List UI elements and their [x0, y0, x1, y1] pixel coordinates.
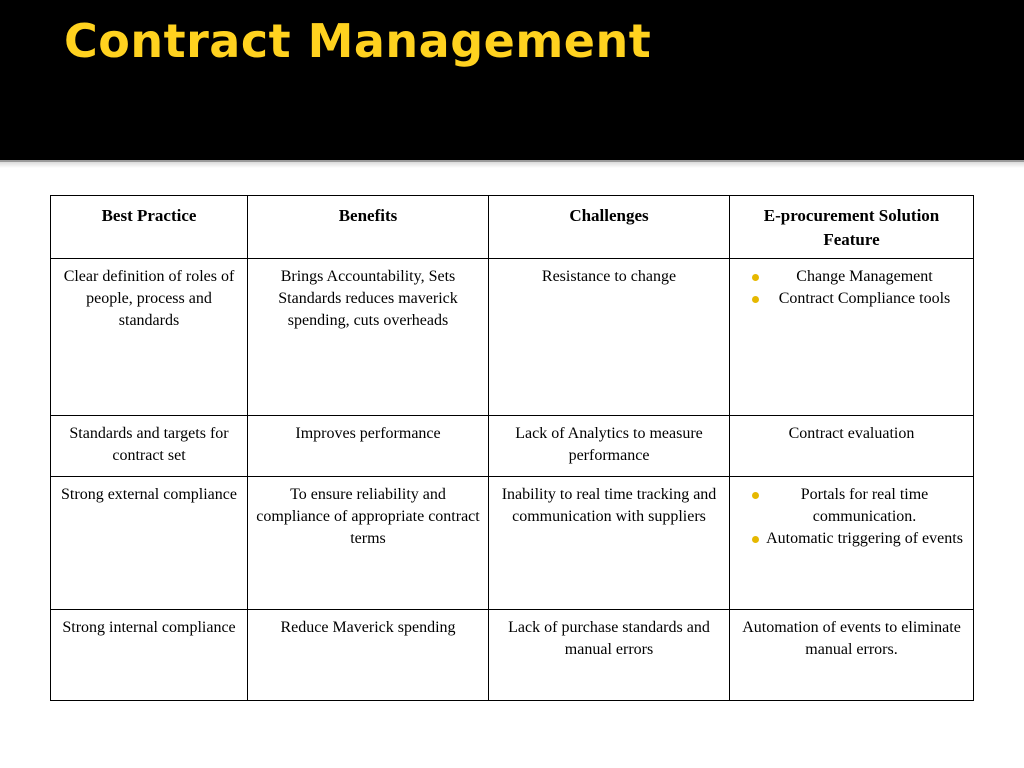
feature-text: Contract Compliance tools [778, 290, 951, 307]
cell-best-practice: Strong internal compliance [51, 610, 248, 701]
slide-title: Contract Management [64, 14, 652, 68]
cell-solution-feature [730, 259, 974, 416]
table-row [51, 259, 974, 416]
cell-benefits: To ensure reliability and compliance of appropriate contract terms [248, 477, 489, 610]
cell-challenges: Lack of purchase standards and manual errors [489, 610, 730, 701]
feature-list [738, 484, 965, 550]
cell-solution-feature: Contract evaluation [730, 416, 974, 477]
table-row [51, 416, 974, 477]
header-challenges: Challenges [489, 196, 730, 259]
header-solution-feature: E-procurement Solution Feature [730, 196, 974, 259]
cell-solution-feature [730, 477, 974, 610]
header-best-practice: Best Practice [51, 196, 248, 259]
list-item [738, 528, 965, 550]
bullet-dot-icon [752, 274, 759, 281]
cell-challenges: Inability to real time tracking and communication with suppliers [489, 477, 730, 610]
list-item [738, 288, 965, 310]
feature-list [738, 266, 965, 310]
feature-text: Portals for real time communication. [800, 486, 929, 525]
table-row [51, 477, 974, 610]
list-item [738, 484, 965, 528]
title-band [0, 0, 1024, 160]
cell-challenges: Lack of Analytics to measure performance [489, 416, 730, 477]
table-header-row [51, 196, 974, 259]
bullet-dot-icon [752, 296, 759, 303]
cell-best-practice: Strong external compliance [51, 477, 248, 610]
title-divider-line [0, 160, 1024, 162]
list-item [738, 266, 965, 288]
cell-best-practice: Standards and targets for contract set [51, 416, 248, 477]
best-practice-table [50, 195, 974, 701]
cell-benefits: Reduce Maverick spending [248, 610, 489, 701]
bullet-dot-icon [752, 536, 759, 543]
feature-text: Automatic triggering of events [766, 530, 963, 547]
feature-text: Change Management [796, 268, 933, 285]
table-row [51, 610, 974, 701]
cell-solution-feature: Automation of events to eliminate manual errors. [730, 610, 974, 701]
cell-benefits: Brings Accountability, Sets Standards reduces maverick spending, cuts overheads [248, 259, 489, 416]
header-benefits: Benefits [248, 196, 489, 259]
bullet-dot-icon [752, 492, 759, 499]
cell-challenges: Resistance to change [489, 259, 730, 416]
cell-benefits: Improves performance [248, 416, 489, 477]
cell-best-practice: Clear definition of roles of people, process and standards [51, 259, 248, 416]
